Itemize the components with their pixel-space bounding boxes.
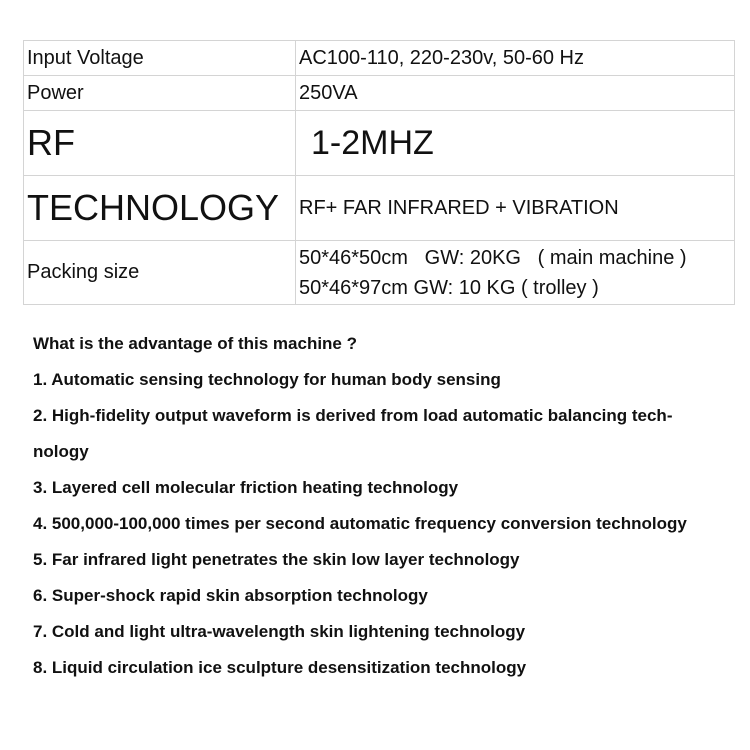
spec-value-power (296, 76, 735, 111)
spec-label-rf (24, 111, 296, 176)
advantage-item: 7. Cold and light ultra-wavelength skin lightening technology (33, 622, 526, 641)
advantage-item: 2. High-fidelity output waveform is derived from load automatic balancing tech- (33, 406, 673, 425)
spec-label-technology (24, 176, 296, 241)
spec-label-packing (24, 241, 296, 305)
packing-line-main: 50*46*50cm GW: 20KG ( main machine ) (299, 246, 687, 269)
spec-value-input-voltage (296, 41, 735, 76)
power-value: 250VA (299, 81, 358, 104)
advantages-section (33, 326, 738, 686)
advantage-item-continuation: nology (33, 442, 89, 461)
spec-row-power (24, 76, 735, 111)
input-voltage-label: Input Voltage (27, 46, 144, 69)
spec-row-input-voltage (24, 41, 735, 76)
advantage-item: 5. Far infrared light penetrates the skin low layer technology (33, 550, 520, 569)
packing-label: Packing size (27, 261, 140, 283)
spec-label-power (24, 76, 296, 111)
spec-table (23, 40, 735, 305)
spec-row-technology (24, 176, 735, 241)
input-voltage-value: AC100-110, 220-230v, 50-60 Hz (299, 46, 584, 69)
spec-row-rf (24, 111, 735, 176)
advantage-item: 3. Layered cell molecular friction heating technology (33, 478, 459, 497)
spec-label-input-voltage (24, 41, 296, 76)
rf-label: RF (27, 122, 75, 163)
advantages-title: What is the advantage of this machine ? (33, 334, 357, 353)
advantage-item: 6. Super-shock rapid skin absorption technology (33, 586, 428, 605)
spec-value-rf (296, 111, 735, 176)
rf-value: 1-2MHZ (311, 123, 434, 162)
technology-value: RF+ FAR INFRARED + VIBRATION (299, 196, 619, 219)
spec-value-technology (296, 176, 735, 241)
spec-row-packing (24, 241, 735, 305)
advantage-item: 8. Liquid circulation ice sculpture desensitization technology (33, 658, 527, 677)
advantage-item: 1. Automatic sensing technology for human body sensing (33, 370, 501, 389)
power-label: Power (27, 81, 84, 104)
technology-label: TECHNOLOGY (27, 187, 280, 228)
advantage-item: 4. 500,000-100,000 times per second automatic frequency conversion technology (33, 514, 687, 533)
spec-value-packing (296, 241, 735, 305)
packing-line-trolley: 50*46*97cm GW: 10 KG ( trolley ) (299, 276, 599, 299)
